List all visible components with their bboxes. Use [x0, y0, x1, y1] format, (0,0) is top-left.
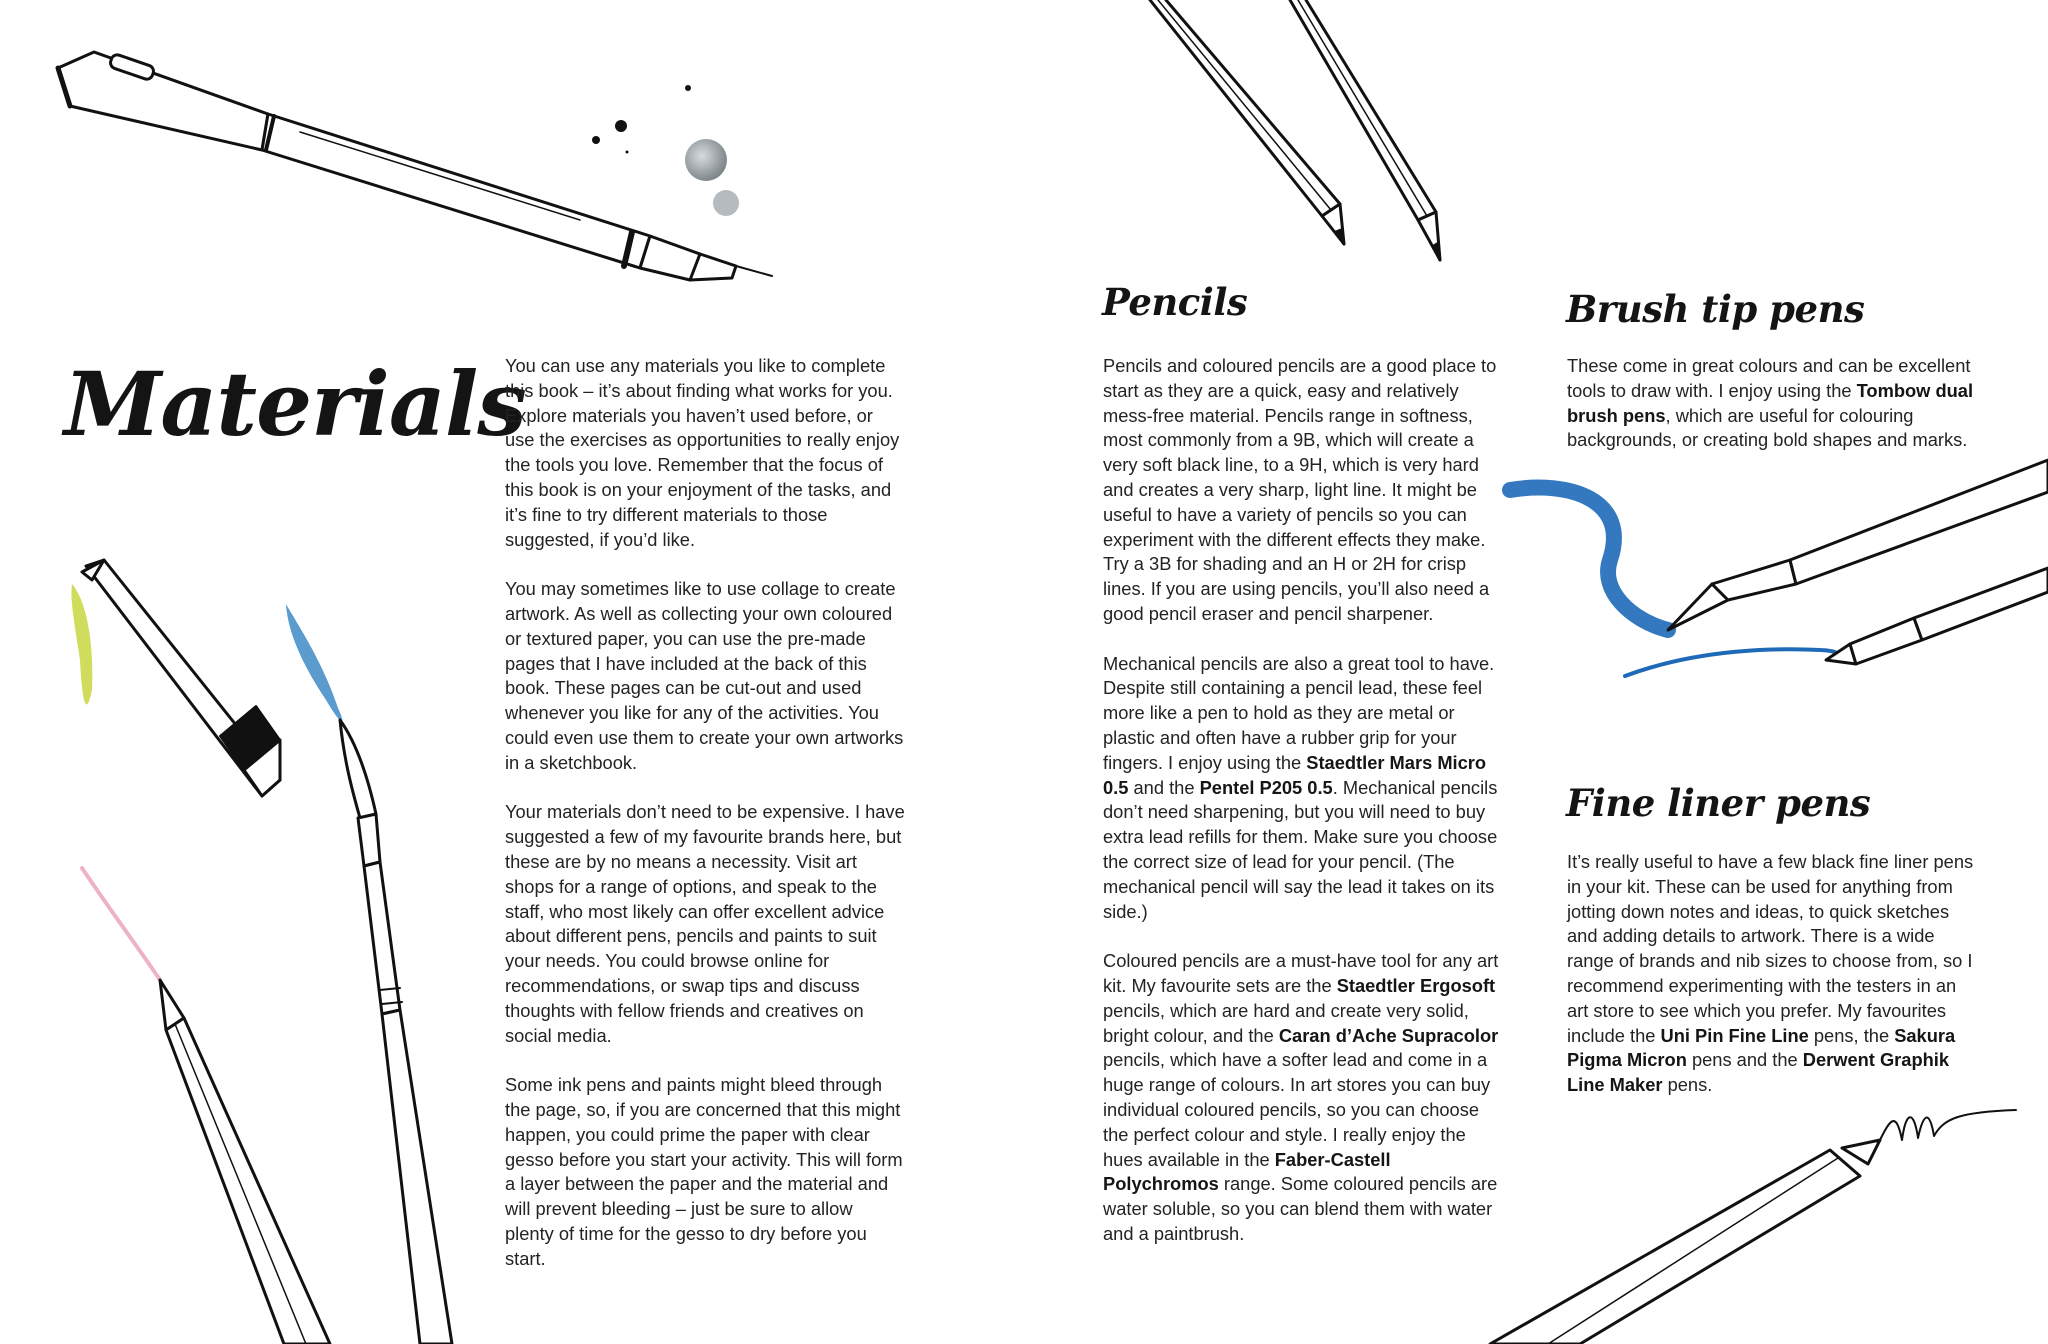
- fine-liner-pens-heading: Fine liner pens: [1566, 781, 1871, 825]
- product-name: Staedtler Mars Micro 0.5: [1103, 751, 1487, 798]
- text-run: and the: [1128, 776, 1200, 798]
- product-name: Faber-Castell Polychromos: [1103, 1148, 1391, 1195]
- text-run: You may sometimes like to use collage to create artwork. As well as collecting your own coloured or textured paper, you can use the pre-made pages that I have included at the back of this book. These pages can be cut-out and used whenever you like for any of the activities. You could even use them to create your own artworks in a sketchbook.: [505, 578, 904, 773]
- page-title: Materials: [64, 352, 526, 456]
- fine-liner-pens-body: [1567, 850, 1977, 1098]
- body-paragraph: [1103, 652, 1508, 925]
- product-name: Caran d’Ache Supracolor: [1278, 1024, 1499, 1046]
- fine-liner-pen-icon: [1490, 1110, 2016, 1344]
- brush-tip-pens-heading: Brush tip pens: [1566, 287, 1865, 331]
- text-run: Pencils and coloured pencils are a good place to start as they are a quick, easy and relatively mess-free material. Pencils range in softness, most commonly from a 9B, which will create a very soft black line, to a 9H, which is very hard and creates a very sharp, light line. It might be useful to have a variety of pencils so you can experiment with the different effects they make. Try a 3B for shading and an H or 2H for crisp lines. If you are using pencils, you’ll also need a good pencil eraser and pencil sharpener.: [1103, 355, 1497, 624]
- pencil-pair-icon: [1150, 0, 1440, 260]
- text-run: pens.: [1662, 1074, 1713, 1096]
- text-run: pencils, which are hard and create very solid, bright colour, and the: [1103, 999, 1469, 1046]
- body-paragraph: [505, 800, 905, 1048]
- product-name: Sakura Pigma Micron: [1567, 1024, 1956, 1071]
- marker-pen-icon: [71, 560, 280, 796]
- pencil-icon: [82, 868, 330, 1344]
- text-run: Some ink pens and paints might bleed through the page, so, if you are concerned that this might happen, you could prime the paper with clear gesso before you start your activity. This will form a layer between the paper and the material and will prevent bleeding – just be sure to allow plenty of time for the gesso to dry before you start.: [505, 1074, 903, 1269]
- body-paragraph: [1567, 354, 1977, 453]
- body-paragraph: [1567, 850, 1977, 1098]
- body-paragraph: [1103, 949, 1508, 1247]
- text-run: , which are useful for colouring backgrounds, or creating bold shapes and marks.: [1567, 404, 1968, 451]
- product-name: Tombow dual brush pens: [1567, 379, 1974, 426]
- pencils-heading: Pencils: [1102, 280, 1248, 324]
- text-run: pencils, which have a softer lead and come in a huge range of colours. In art stores you can buy individual coloured pencils, so you can choose the perfect colour and style. I really enjoy the hues available in the: [1103, 1049, 1491, 1170]
- product-name: Staedtler Ergosoft: [1336, 974, 1496, 996]
- paintbrush-icon: [286, 604, 452, 1344]
- text-run: pens and the: [1686, 1049, 1803, 1071]
- ink-splatter-icon: [592, 85, 739, 216]
- text-run: . Mechanical pencils don’t need sharpening, but you will need to buy extra lead refills for them. Make sure you choose the correct size of lead for your pencil. (The mechanical pencil will say the lead it takes on its side.): [1103, 776, 1498, 922]
- product-name: Uni Pin Fine Line: [1660, 1024, 1809, 1046]
- text-run: range. Some coloured pencils are water soluble, so you can blend them with water and a paintbrush.: [1103, 1173, 1498, 1244]
- brush-pen-pair-icon: [1510, 460, 2048, 676]
- body-paragraph: [505, 354, 905, 552]
- text-run: Coloured pencils are a must-have tool for any art kit. My favourite sets are the: [1103, 950, 1499, 996]
- pencils-body: [1103, 354, 1508, 1247]
- fineliner-pen-icon: [58, 52, 772, 280]
- materials-body: [505, 354, 905, 1271]
- product-name: Derwent Graphik Line Maker: [1567, 1049, 1950, 1096]
- text-run: Mechanical pencils are also a great tool to have. Despite still containing a pencil lead, these feel more like a pen to hold as they are metal or plastic and often have a rubber grip for your fingers. I enjoy using the: [1103, 652, 1495, 773]
- text-run: pens, the: [1808, 1024, 1895, 1046]
- text-run: You can use any materials you like to complete this book – it’s about finding what works for you. Explore materials you haven’t used before, or use the exercises as opportunities to really enjoy the tools you love. Remember that the focus of this book is on your enjoyment of the tasks, and it’s fine to try different materials to those suggested, if you’d like.: [505, 355, 900, 550]
- text-run: These come in great colours and can be excellent tools to draw with. I enjoy using the: [1567, 355, 1971, 401]
- text-run: It’s really useful to have a few black fine liner pens in your kit. These can be used for anything from jotting down notes and ideas, to quick sketches and adding details to artwork. There is a wide range of brands and nib sizes to choose from, so I recommend experimenting with the testers in an art store to see which you prefer. My favourites include the: [1567, 851, 1974, 1046]
- body-paragraph: [1103, 354, 1508, 627]
- brush-tip-pens-body: [1567, 354, 1977, 453]
- product-name: Pentel P205 0.5: [1199, 776, 1333, 798]
- body-paragraph: [505, 1073, 905, 1271]
- text-run: Your materials don’t need to be expensive. I have suggested a few of my favourite brands here, but these are by no means a necessity. Visit art shops for a range of options, and speak to the staff, who most likely can offer excellent advice about different pens, pencils and paints to suit your needs. You could browse online for recommendations, or swap tips and discuss thoughts with fellow friends and creatives on social media.: [505, 801, 905, 1046]
- body-paragraph: [505, 577, 905, 775]
